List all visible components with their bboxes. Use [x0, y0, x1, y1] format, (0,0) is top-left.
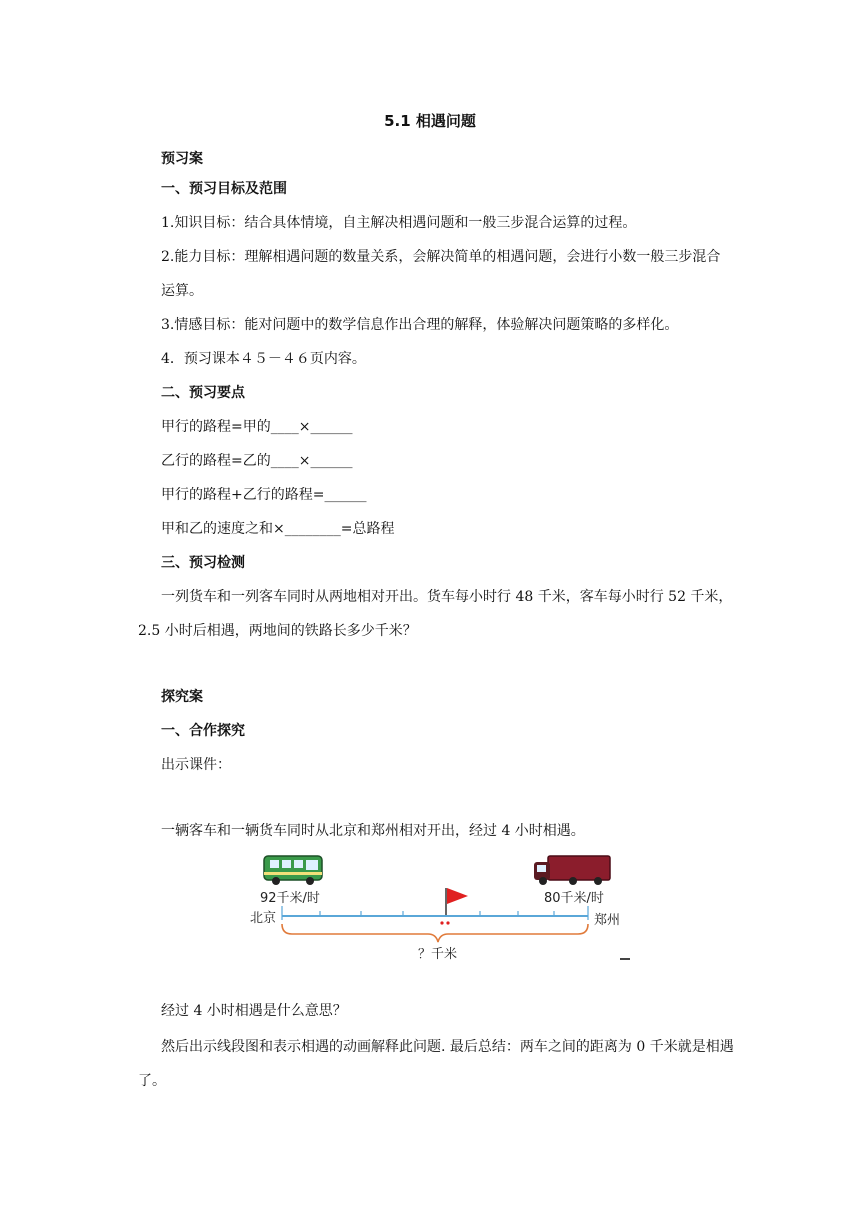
section-goals-heading: 一、预习目标及范围: [161, 181, 287, 197]
example-problem: 一辆客车和一辆货车同时从北京和郑州相对开出，经过 4 小时相遇。: [161, 823, 585, 839]
point-item: 乙行的路程=乙的____×______: [161, 453, 353, 469]
total-distance-label: ？千米: [418, 947, 458, 962]
point-item: 甲行的路程+乙行的路程=______: [161, 487, 367, 503]
section-points-heading: 二、预习要点: [161, 385, 245, 401]
line-ticks: [282, 906, 588, 920]
show-courseware: 出示课件：: [161, 757, 231, 773]
preview-heading: 预习案: [161, 151, 203, 167]
point-item: 甲行的路程=甲的____×______: [161, 419, 353, 435]
flag-icon: [446, 888, 468, 916]
explore-heading: 探究案: [161, 689, 203, 705]
right-speed-label: 80千米/时: [544, 891, 604, 906]
left-city-label: 北京: [250, 911, 277, 926]
total-brace: [282, 924, 588, 942]
goal-item: 1.知识目标：结合具体情境，自主解决相遇问题和一般三步混合运算的过程。: [161, 215, 637, 231]
point-item: 甲和乙的速度之和×________=总路程: [161, 521, 395, 537]
summary-paragraph: 然后出示线段图和表示相遇的动画解释此问题. 最后总结：两车之间的距离为 0 千米就是相遇了。: [138, 1039, 734, 1089]
check-problem: 一列货车和一列客车同时从两地相对开出。货车每小时行 48 千米，客车每小时行 52 千米，2.5 小时后相遇，两地间的铁路长多少千米？: [138, 589, 733, 639]
goal-item: 4．预习课本４５－４６页内容。: [161, 351, 366, 367]
bus-icon: [264, 856, 322, 885]
goal-item: 2.能力目标：理解相遇问题的数量关系，会解决简单的相遇问题，会进行小数一般三步混合运算。: [161, 249, 721, 299]
left-speed-label: 92千米/时: [260, 891, 320, 906]
question-line: 经过 4 小时相遇是什么意思？: [161, 1003, 347, 1019]
meeting-line-diagram: [248, 850, 638, 965]
goal-item: 3.情感目标：能对问题中的数学信息作出合理的解释，体验解决问题策略的多样化。: [161, 317, 679, 333]
right-city-label: 郑州: [594, 913, 621, 928]
section-check-heading: 三、预习检测: [161, 555, 245, 571]
section-cooperate-heading: 一、合作探究: [161, 723, 245, 739]
truck-icon: [534, 856, 610, 885]
page-title: 5.1 相遇问题: [384, 112, 476, 130]
